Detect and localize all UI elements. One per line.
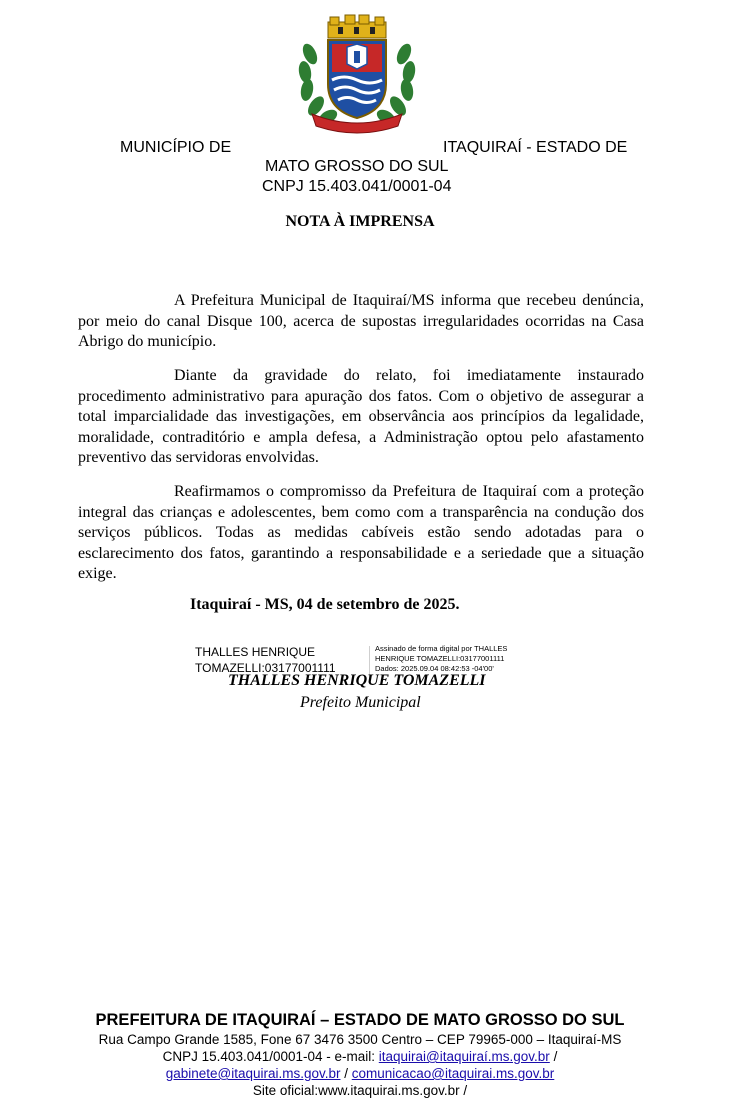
paragraph-2-text: Diante da gravidade do relato, foi imediatamente instaurado procedimento administrativo para apuração dos fatos. Com o objetivo de assegurar a total imparcialidade das investigações, em observância aos princípios da legalidade, moralidade, contraditório e ampla defesa, a Administração optou pelo afastamento preventivo das servidoras envolvidas. (78, 367, 644, 466)
email-link-comunicacao[interactable]: comunicacao@itaquirai.ms.gov.br (351, 1066, 555, 1081)
header-state-name: MATO GROSSO DO SUL (265, 158, 449, 175)
signature-detail-line3: Dados: 2025.09.04 08:42:53 -04'00' (375, 664, 494, 673)
footer-cnpj-email-line (0, 1048, 720, 1065)
paragraph-2 (78, 366, 644, 469)
footer-cnpj-email-prefix: CNPJ 15.403.041/0001-04 - e-mail: (162, 1049, 379, 1064)
place-and-date: Itaquiraí - MS, 04 de setembro de 2025. (190, 596, 460, 613)
header-municipality-state: ITAQUIRAÍ - ESTADO DE (443, 139, 628, 156)
header-cnpj: CNPJ 15.403.041/0001-04 (262, 178, 452, 195)
signature-name-line2: TOMAZELLI:03177001111 (195, 661, 336, 675)
paragraph-3-text: Reafirmamos o compromisso da Prefeitura de Itaquiraí com a proteção integral das crianças e adolescentes, bem como com a transparência na condução dos serviços públicos. Todas as medidas cabíveis estão sendo adotadas para o esclarecimento dos fatos, garantindo a responsabilidade e a seriedade que a situação exige. (78, 483, 644, 582)
email-link-gabinete[interactable]: gabinete@itaquirai.ms.gov.br (165, 1066, 341, 1081)
mural-crown (328, 15, 386, 38)
footer-official-site: Site oficial:www.itaquirai.ms.gov.br / (252, 1083, 468, 1098)
digital-signature-details (375, 644, 507, 674)
footer-separator: / (549, 1049, 558, 1064)
document-title: NOTA À IMPRENSA (285, 213, 435, 230)
signature-detail-line1: Assinado de forma digital por THALLES (375, 644, 508, 653)
signer-role: Prefeito Municipal (300, 694, 421, 711)
shield (328, 40, 386, 118)
footer-emails-line (0, 1065, 720, 1082)
paragraph-3 (78, 482, 644, 585)
email-link-itaquirai[interactable]: itaquirai@itaquiraí.ms.gov.br (378, 1049, 550, 1064)
signature-detail-line2: HENRIQUE TOMAZELLI:03177001111 (375, 654, 505, 663)
paragraph-1-text: A Prefeitura Municipal de Itaquiraí/MS informa que recebeu denúncia, por meio do canal Disque 100, acerca de supostas irregularidades ocorridas na Casa Abrigo do município. (78, 292, 644, 350)
signer-name: THALLES HENRIQUE TOMAZELLI (228, 672, 486, 689)
signature-name-line1: THALLES HENRIQUE (195, 645, 316, 659)
paragraph-1 (78, 291, 644, 353)
footer-address: Rua Campo Grande 1585, Fone 67 3476 3500 Centro – CEP 79965-000 – Itaquiraí-MS (98, 1032, 622, 1047)
header-municipality-label: MUNICÍPIO DE (120, 139, 232, 156)
footer-title: PREFEITURA DE ITAQUIRAÍ – ESTADO DE MATO GROSSO DO SUL (95, 1011, 625, 1029)
footer-separator: / (340, 1066, 352, 1081)
municipal-coat-of-arms (292, 14, 422, 134)
letterhead-footer (0, 1010, 720, 1099)
